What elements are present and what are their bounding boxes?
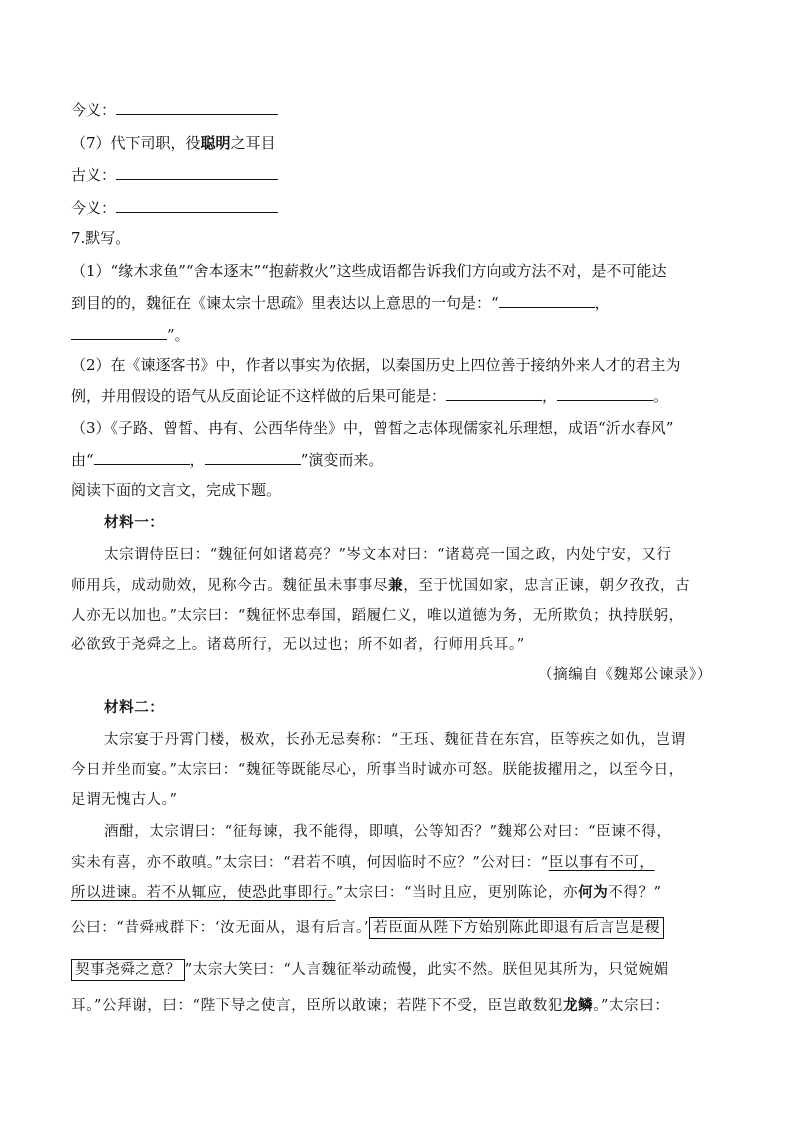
guyi-label: 古义：	[71, 166, 117, 184]
answer-blank[interactable]	[557, 386, 653, 401]
question-7-title: 7.默写。	[71, 229, 131, 247]
answer-blank[interactable]	[116, 100, 278, 115]
q7-p1-line2: 到目的的，魏征在《谏太宗十思疏》里表达以上意思的一句是：“ ，	[71, 294, 610, 312]
q7-p3-line1: （3）《子路、曾皙、冉有、公西华侍坐》中，曾皙之志体现儒家礼乐理想，成语“沂水春风”	[71, 419, 674, 437]
m1-line1: 太宗谓侍臣曰：“魏征何如诸葛亮？”岑文本对曰：“诸葛亮一国之政，内处宁安，又行	[104, 547, 672, 563]
m2-line9: 耳。”公拜谢，曰：“陛下导之使言，臣所以敢谏；若陛下不受，臣岂敢数犯龙鳞。”太宗曰：	[71, 997, 670, 1014]
m2-line8: 契事尧舜之意？ ”太宗大笑曰：“人言魏征举动疏慢，此实不然。朕但见其所为，只觉婉媚	[71, 960, 669, 980]
m1-line4: 必欲致于尧舜之上。诸葛所行，无以过也；所不如者，行师用兵耳。”	[71, 637, 525, 653]
material-1-source: （摘编自《魏郑公谏录》）	[538, 667, 712, 683]
reading-instruction: 阅读下面的文言文，完成下题。	[71, 481, 282, 499]
q7-p3-line2: 由“ ， ”演变而来。	[71, 451, 384, 469]
jinyi-line-1	[71, 100, 278, 120]
underlined-sentence: 所以进谏。若不从辄应，使恐此事即行。	[71, 885, 336, 901]
answer-blank[interactable]	[116, 198, 278, 213]
m2-line4: 酒酣，太宗谓曰：“征每谏，我不能得，即嗔，公等知否？”魏郑公对曰：“臣谏不得，	[104, 824, 672, 840]
bold-term: 何为	[578, 884, 609, 901]
q7-p1-line1: （1）“缘木求鱼”“舍本逐末”“抱薪救火”这些成语都告诉我们方向或方法不对，是不可能达	[71, 262, 667, 280]
jinyi-label: 今义：	[71, 199, 117, 217]
underlined-sentence: 臣以事有不可，	[548, 855, 655, 871]
answer-blank[interactable]	[446, 386, 542, 401]
q7-p2-line2: 例，并用假设的语气从反面论证不这样做的后果可能是： ， 。	[71, 387, 669, 405]
m2-line3: 足谓无愧古人。”	[71, 792, 178, 808]
bold-term: 龙鳞	[562, 997, 594, 1014]
m1-line2: 师用兵，成动勋效，见称今古。魏征虽未事事尽兼，至于忧国如家，忠言正谏，朝夕孜孜，古	[71, 577, 691, 594]
m1-line3: 人亦无以加也。”太宗曰：“魏征怀忠奉国，蹈履仁义，唯以道德为务，无所欺负；执持朕躬，	[71, 608, 684, 624]
q7-p1-line3: ”。	[71, 325, 190, 345]
answer-blank[interactable]	[116, 165, 278, 180]
boxed-sentence: 契事尧舜之意？	[71, 959, 185, 981]
m2-line2: 今日并坐而宴。”太宗曰：“魏征等既能尽心，所事当时诚亦可怒。朕能拔擢用之，以至今日，	[71, 762, 684, 778]
guyi-line	[71, 165, 278, 185]
bold-term: 兼	[388, 577, 404, 594]
m2-line5: 实未有喜，亦不敢嗔。”太宗曰：“君若不嗔，何因临时不应？”公对曰：“臣以事有不可，	[71, 855, 655, 871]
material-1-title: 材料一：	[104, 514, 165, 531]
m2-line6: 所以进谏。若不从辄应，使恐此事即行。”太宗曰：“当时且应，更别陈论，亦何为不得？”	[71, 884, 662, 901]
material-2-title: 材料二：	[104, 699, 165, 716]
bold-term: 聪明	[200, 134, 231, 152]
jinyi-line-2	[71, 198, 278, 218]
answer-blank[interactable]	[94, 450, 190, 465]
answer-blank[interactable]	[499, 293, 595, 308]
m2-line7: 公曰：“昔舜戒群下：‘汝无面从，退有后言。’ 若臣面从陛下方始别陈此即退有后言岂是稷	[71, 918, 664, 938]
answer-blank[interactable]	[205, 450, 301, 465]
m2-line1: 太宗宴于丹霄门楼，极欢，长孙无忌奏称：“王珏、魏征昔在东宫，臣等疾之如仇，岂谓	[104, 732, 686, 748]
answer-blank[interactable]	[71, 325, 167, 340]
boxed-sentence: 若臣面从陛下方始别陈此即退有后言岂是稷	[369, 917, 664, 939]
item-7-line: （7）代下司职，役聪明之耳目	[71, 134, 276, 152]
q7-p2-line1: （2）在《谏逐客书》中，作者以事实为依据，以秦国历史上四位善于接纳外来人才的君主为	[71, 356, 681, 374]
jinyi-label: 今义：	[71, 101, 117, 119]
